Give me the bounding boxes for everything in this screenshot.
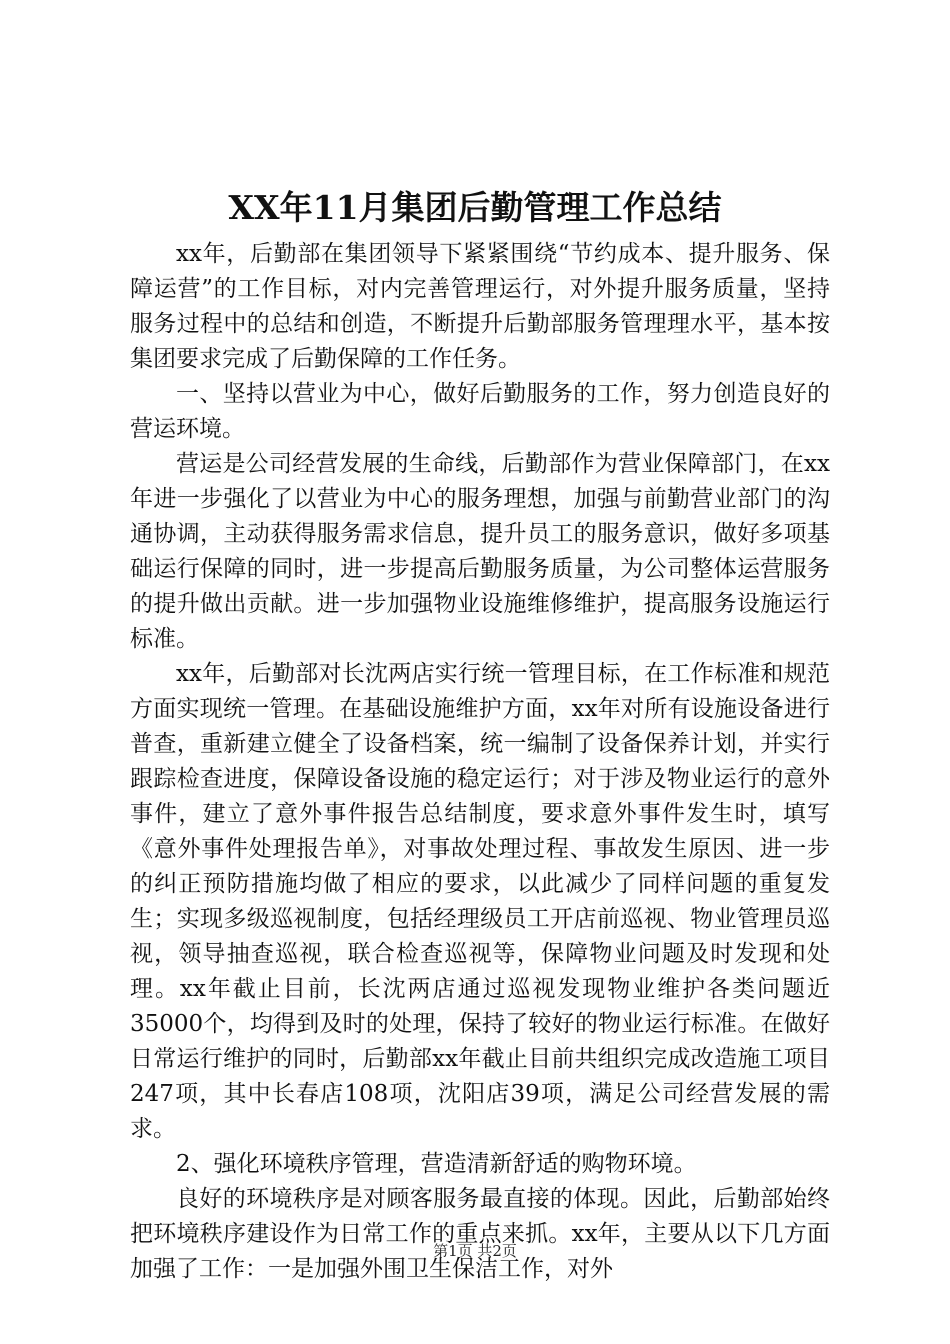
paragraph-management: xx年，后勤部对长沈两店实行统一管理目标，在工作标准和规范方面实现统一管理。在基础设施维护方面，xx年对所有设施设备进行普查，重新建立健全了设备档案，统一编制了设备保养计划，并实行跟踪检查进度，保障设备设施的稳定运行；对于涉及物业运行的意外事件，建立了意外事件报告总结制度，要求意外事件发生时，填写《意外事件处理报告单》，对事故处理过程、事故发生原因、进一步的纠正预防措施均做了相应的要求，以此减少了同样问题的重复发生；实现多级巡视制度，包括经理级员工开店前巡视、物业管理员巡视，领导抽查巡视，联合检查巡视等，保障物业问题及时发现和处理。xx年截止目前，长沈两店通过巡视发现物业维护各类问题近35000个，均得到及时的处理，保持了较好的物业运行标准。在做好日常运行维护的同时，后勤部xx年截止目前共组织完成改造施工项目247项，其中长春店108项，沈阳店39项，满足公司经营发展的需求。: [130, 661, 830, 1142]
paragraph-heading-2: 2、强化环境秩序管理，营造清新舒适的购物环境。: [176, 1151, 697, 1177]
paragraph-environment: 良好的环境秩序是对顾客服务最直接的体现。因此，后勤部始终把环境秩序建设作为日常工作的重点来抓。xx年，主要从以下几方面加强了工作：一是加强外围卫生保洁工作，对外: [130, 1186, 830, 1282]
paragraph-intro: xx年，后勤部在集团领导下紧紧围绕“节约成本、提升服务、保障运营”的工作目标，对内完善管理运行，对外提升服务质量，坚持服务过程中的总结和创造，不断提升后勤部服务管理理水平，基本按集团要求完成了后勤保障的工作任务。: [130, 241, 830, 372]
paragraph-heading-1: 一、坚持以营业为中心，做好后勤服务的工作，努力创造良好的营运环境。: [130, 381, 830, 442]
page-number-footer: 第1页 共2页: [433, 1242, 517, 1260]
document-title: XX年11月集团后勤管理工作总结: [228, 188, 722, 227]
document-body: [130, 237, 830, 1287]
paragraph-operations: 营运是公司经营发展的生命线，后勤部作为营业保障部门，在xx年进一步强化了以营业为中心的服务理想，加强与前勤营业部门的沟通协调，主动获得服务需求信息，提升员工的服务意识，做好多项基础运行保障的同时，进一步提高后勤服务质量，为公司整体运营服务的提升做出贡献。进一步加强物业设施维修维护，提高服务设施运行标准。: [130, 451, 830, 652]
